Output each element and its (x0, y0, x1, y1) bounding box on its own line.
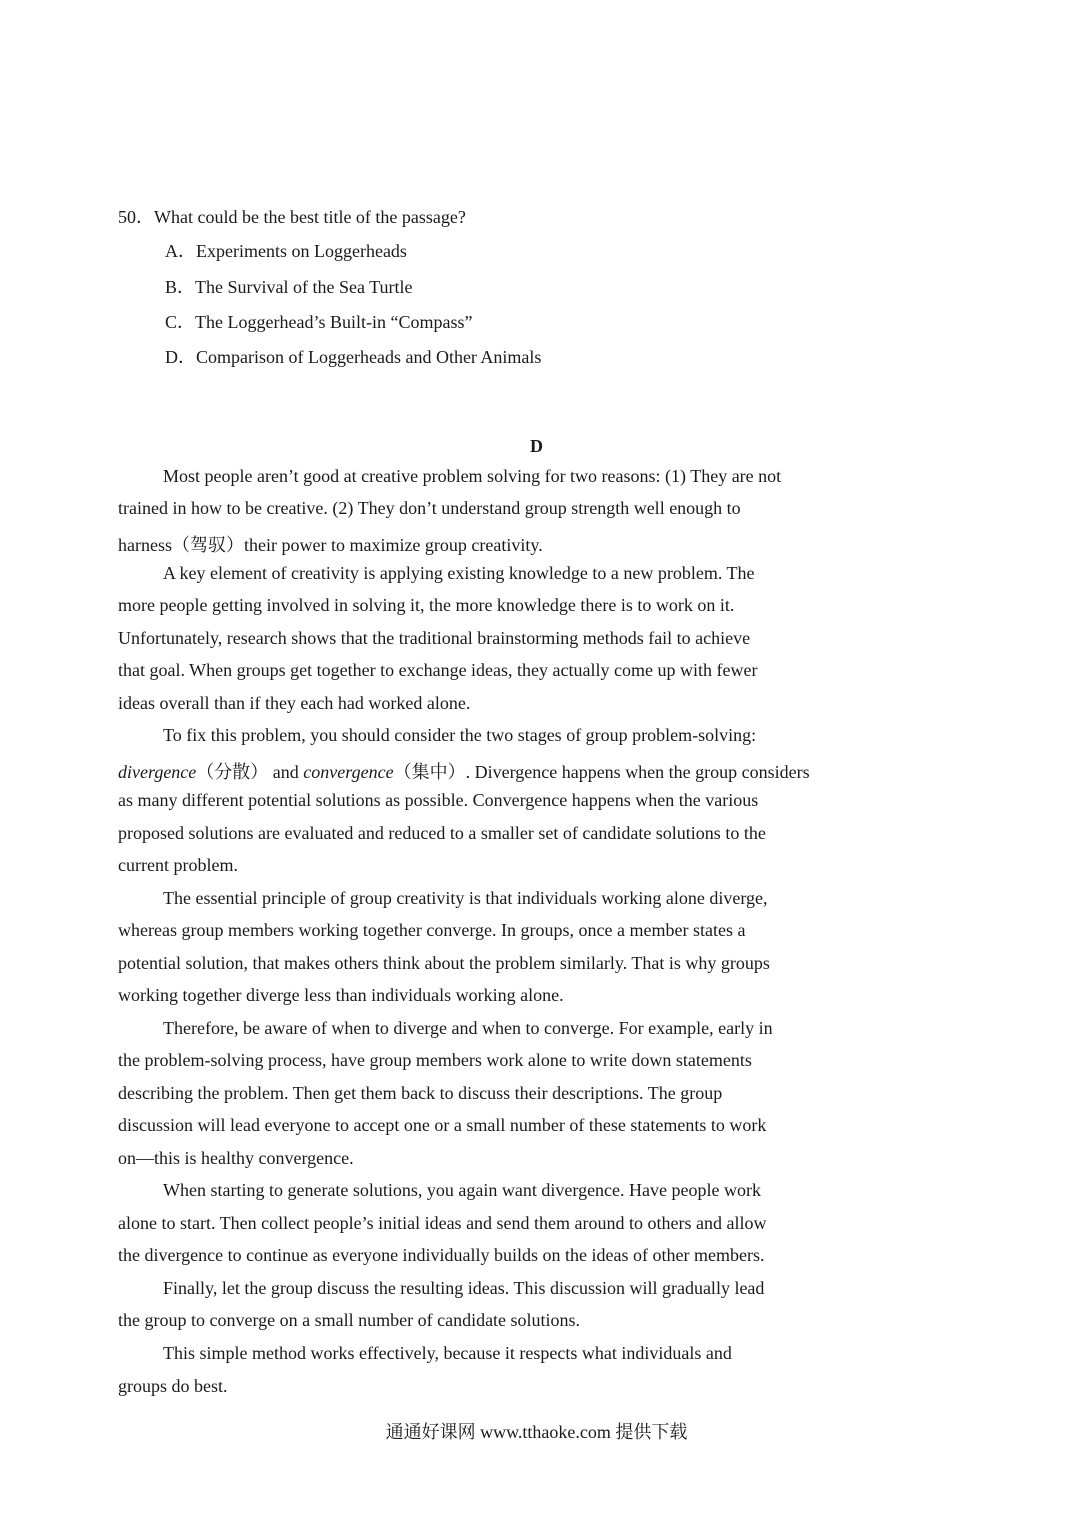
term-line-rest: . Divergence happens when the group considers (465, 762, 810, 782)
option-a: A．Experiments on Loggerheads (165, 241, 407, 261)
passage-line: Unfortunately, research shows that the traditional brainstorming methods fail to achieve (118, 628, 751, 648)
passage-line: A key element of creativity is applying existing knowledge to a new problem. The (163, 563, 755, 583)
option-d: D．Comparison of Loggerheads and Other Animals (165, 347, 542, 367)
gloss-divergence: （分散） (196, 762, 269, 782)
passage-line: When starting to generate solutions, you again want divergence. Have people work (163, 1180, 761, 1200)
passage-line: the problem-solving process, have group members work alone to write down statements (118, 1050, 752, 1070)
passage-line: discussion will lead everyone to accept one or a small number of these statements to work (118, 1115, 767, 1135)
passage-line: ideas overall than if they each had worked alone. (118, 693, 471, 713)
passage-line: potential solution, that makes others think about the problem similarly. That is why groups (118, 953, 770, 973)
passage-line: current problem. (118, 855, 238, 875)
option-c: C．The Loggerhead’s Built-in “Compass” (165, 312, 473, 332)
footer-watermark: 通通好课网 www.tthaoke.com 提供下载 (385, 1422, 688, 1442)
passage-line: whereas group members working together converge. In groups, once a member states a (118, 920, 746, 940)
passage-line: harness（驾驭）their power to maximize group creativity. (118, 535, 543, 555)
question-stem: 50．What could be the best title of the passage? (118, 207, 466, 227)
passage-line: as many different potential solutions as possible. Convergence happens when the various (118, 790, 759, 810)
passage-line: Finally, let the group discuss the resulting ideas. This discussion will gradually lead (163, 1278, 765, 1298)
term-connector: and (268, 762, 304, 782)
passage-line: on—this is healthy convergence. (118, 1148, 354, 1168)
passage-line: working together diverge less than individuals working alone. (118, 985, 564, 1005)
option-b: B．The Survival of the Sea Turtle (165, 277, 413, 297)
gloss-convergence: （集中） (393, 762, 466, 782)
passage-line: describing the problem. Then get them back to discuss their descriptions. The group (118, 1083, 723, 1103)
term-convergence: convergence (303, 762, 394, 782)
passage-line: Most people aren’t good at creative problem solving for two reasons: (1) They are not (163, 466, 782, 486)
passage-line: proposed solutions are evaluated and reduced to a smaller set of candidate solutions to the (118, 823, 766, 843)
passage-line: the divergence to continue as everyone individually builds on the ideas of other members. (118, 1245, 765, 1265)
passage-line: groups do best. (118, 1376, 228, 1396)
passage-line: the group to converge on a small number of candidate solutions. (118, 1310, 581, 1330)
passage-line: This simple method works effectively, because it respects what individuals and (163, 1343, 732, 1363)
passage-line: trained in how to be creative. (2) They don’t understand group strength well enough to (118, 498, 741, 518)
section-title: D (530, 436, 543, 456)
passage-line: more people getting involved in solving it, the more knowledge there is to work on it. (118, 595, 735, 615)
passage-line-terms (118, 758, 810, 784)
passage-line: To fix this problem, you should consider the two stages of group problem-solving: (163, 725, 757, 745)
passage-line: Therefore, be aware of when to diverge and when to converge. For example, early in (163, 1018, 773, 1038)
passage-line: The essential principle of group creativity is that individuals working alone diverge, (163, 888, 768, 908)
term-divergence: divergence (118, 762, 197, 782)
passage-line: alone to start. Then collect people’s initial ideas and send them around to others and allow (118, 1213, 767, 1233)
passage-line: that goal. When groups get together to exchange ideas, they actually come up with fewer (118, 660, 758, 680)
